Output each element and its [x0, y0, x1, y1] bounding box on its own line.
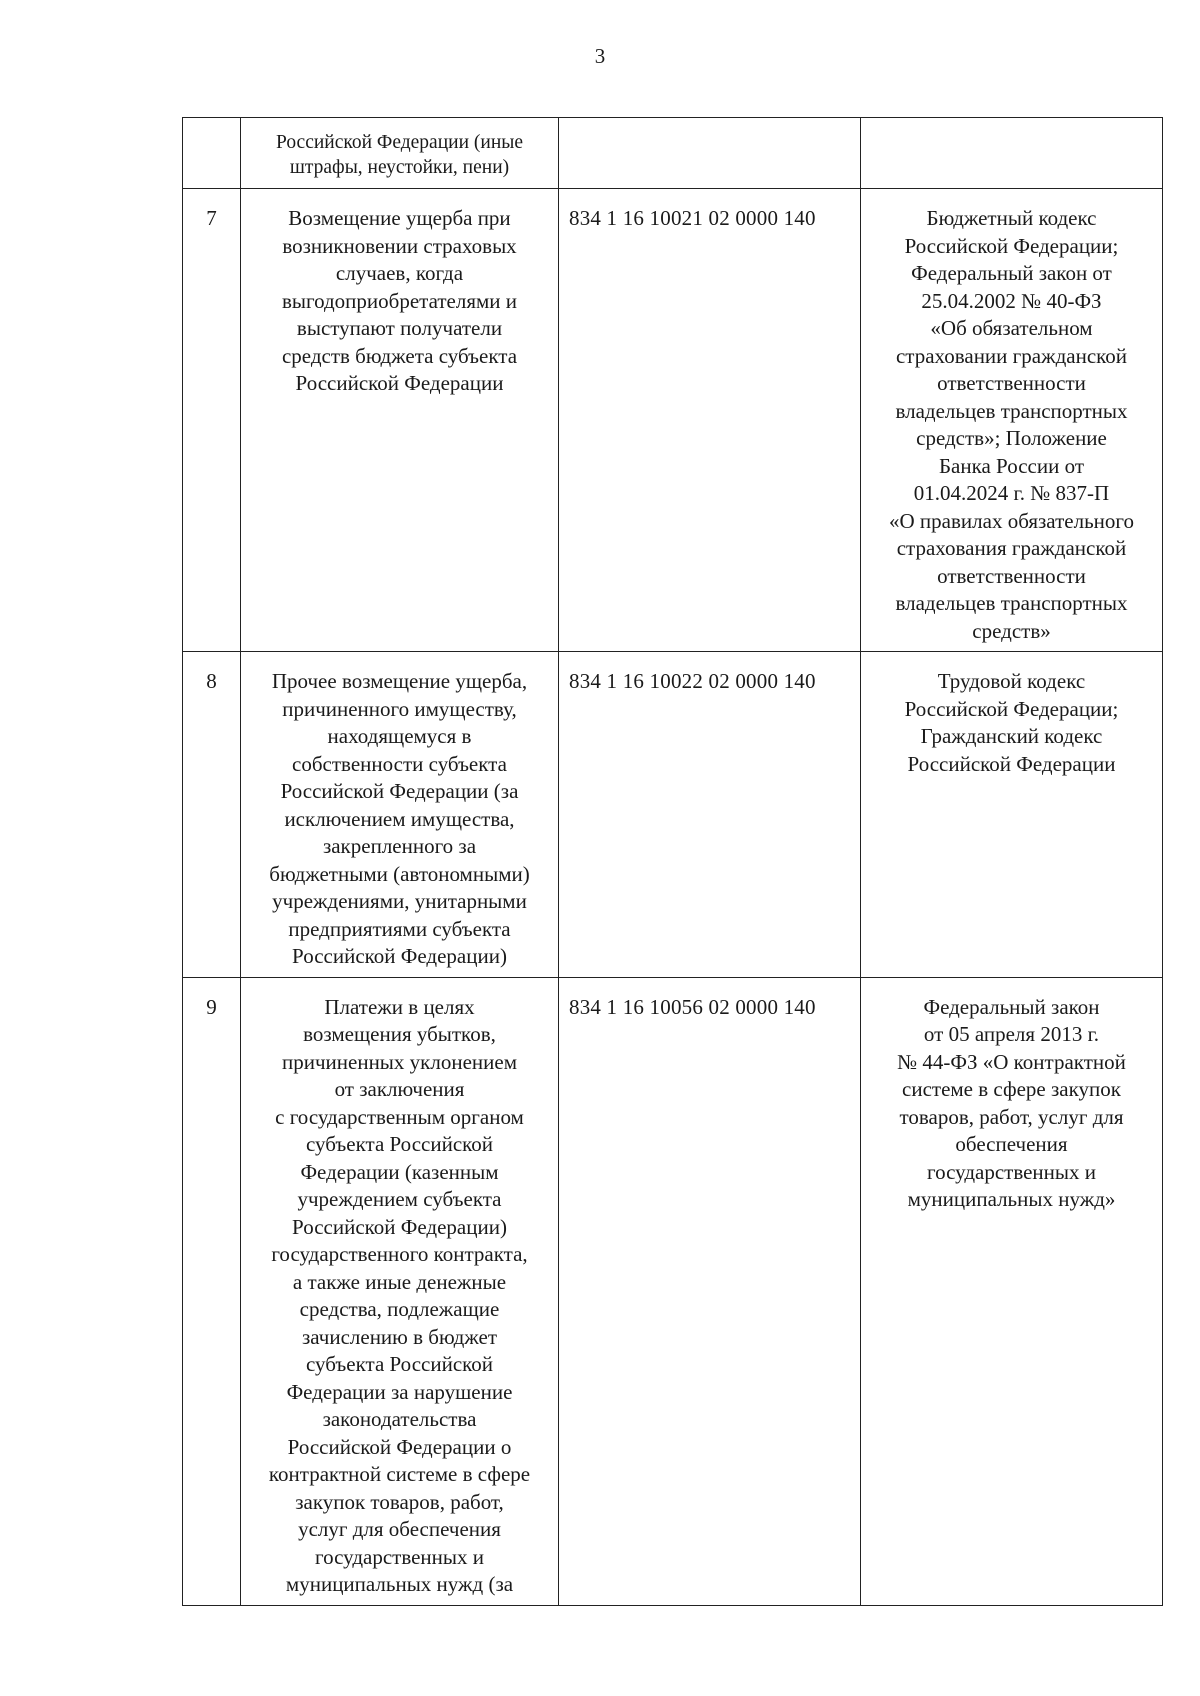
text-line: средств бюджета субъекта	[281, 343, 518, 368]
table-row	[183, 189, 1163, 652]
text-line: Российской Федерации)	[292, 944, 507, 968]
cell-code: 834 1 16 10022 02 0000 140	[559, 652, 861, 978]
text-line: штрафы, неустойки, пени)	[289, 157, 510, 178]
text-line: от заключения	[334, 1077, 465, 1101]
cell-number: 8	[183, 652, 241, 978]
text-line: государственных и	[314, 1544, 485, 1569]
text-line: выгодоприобретателями и	[281, 288, 518, 313]
text-line: средств»; Положение	[916, 426, 1107, 450]
cell-number: 7	[183, 189, 241, 652]
cell-code: 834 1 16 10021 02 0000 140	[559, 189, 861, 652]
text-line: субъекта Российской	[305, 1352, 494, 1376]
text-line: Платежи в целях	[324, 994, 475, 1019]
text-line: учреждениями, унитарными	[272, 889, 527, 913]
text-line: № 44-ФЗ «О контрактной	[897, 1049, 1126, 1074]
text-line: государственных и	[926, 1159, 1097, 1184]
text-line: случаев, когда	[335, 261, 464, 285]
text-line: средств»	[972, 618, 1051, 643]
text-line: ответственности	[937, 563, 1086, 588]
text-line: возникновении страховых	[282, 233, 517, 258]
table-row	[183, 652, 1163, 978]
cell-code: 834 1 16 10056 02 0000 140	[559, 977, 861, 1605]
text-line: Банка России от	[938, 453, 1085, 478]
text-line: Российской Федерации)	[292, 1214, 507, 1239]
text-line: исключением имущества,	[284, 806, 515, 831]
text-line: услуг для обеспечения	[298, 1517, 501, 1541]
text-line: выступают получатели	[296, 316, 503, 340]
text-line: закрепленного за	[322, 834, 477, 858]
text-line: контрактной системе в сфере	[268, 1462, 531, 1486]
text-line: «Об обязательном	[930, 316, 1093, 340]
cell-number: 9	[183, 977, 241, 1605]
text-line: владельцев транспортных	[895, 591, 1128, 615]
text-line: муниципальных нужд (за	[285, 1572, 514, 1596]
text-line: 25.04.2002 № 40-ФЗ	[921, 288, 1102, 313]
text-line: законодательства	[322, 1407, 477, 1431]
cell-code	[559, 118, 861, 189]
text-line: закупок товаров, работ,	[295, 1489, 504, 1514]
text-line: причиненных уклонением	[282, 1049, 517, 1074]
text-line: причиненного имуществу,	[282, 696, 517, 721]
text-line: предприятиями субъекта	[288, 916, 511, 941]
text-line: Федерации за нарушение	[286, 1379, 513, 1404]
text-line: Российской Федерации	[907, 751, 1116, 776]
text-line: учреждением субъекта	[297, 1187, 502, 1211]
text-line: бюджетными (автономными)	[269, 861, 530, 886]
text-line: средства, подлежащие	[299, 1297, 500, 1321]
text-line: «О правилах обязательного	[889, 508, 1134, 533]
cell-basis	[861, 118, 1163, 189]
text-line: находящемуся в	[327, 724, 472, 748]
text-line: Возмещение ущерба при	[288, 206, 511, 230]
text-line: зачислению в бюджет	[302, 1324, 497, 1349]
text-line: страхования гражданской	[896, 536, 1127, 560]
text-line: Гражданский кодекс	[920, 724, 1103, 748]
text-line: от 05 апреля 2013 г.	[923, 1022, 1100, 1046]
text-line: Российской Федерации (за	[280, 779, 519, 803]
text-line: Бюджетный кодекс	[926, 206, 1097, 230]
table-row	[183, 977, 1163, 1605]
text-line: 01.04.2024 г. № 837-П	[913, 481, 1110, 505]
text-line: государственного контракта,	[271, 1242, 528, 1266]
text-line: Прочее возмещение ущерба,	[271, 669, 528, 693]
cell-basis	[861, 977, 1163, 1605]
text-line: муниципальных нужд»	[907, 1187, 1116, 1211]
text-line: страховании гражданской	[895, 343, 1128, 368]
text-line: а также иные денежные	[292, 1269, 507, 1294]
text-line: Российской Федерации	[295, 371, 504, 395]
text-line: с государственным органом	[275, 1104, 524, 1129]
text-line: владельцев транспортных	[895, 398, 1128, 423]
cell-name	[241, 652, 559, 978]
cell-name	[241, 977, 559, 1605]
text-line: обеспечения	[955, 1132, 1068, 1156]
text-line: Федеральный закон	[923, 994, 1100, 1019]
text-line: системе в сфере закупок	[902, 1077, 1121, 1101]
revenue-codes-table	[182, 117, 1163, 1606]
page-number: 3	[594, 44, 606, 68]
table-row-continuation	[183, 118, 1163, 189]
text-line: Российской Федерации;	[904, 696, 1119, 721]
text-line: Российской Федерации о	[287, 1434, 512, 1459]
cell-number	[183, 118, 241, 189]
text-line: Федеральный закон от	[911, 261, 1112, 285]
text-line: Российской Федерации;	[904, 233, 1119, 258]
cell-name	[241, 118, 559, 189]
text-line: Российской Федерации (иные	[275, 132, 524, 153]
text-line: ответственности	[937, 371, 1086, 395]
text-line: товаров, работ, услуг для	[899, 1104, 1124, 1129]
text-line: возмещения убытков,	[303, 1022, 496, 1046]
cell-basis	[861, 652, 1163, 978]
text-line: собственности субъекта	[292, 751, 507, 776]
cell-basis	[861, 189, 1163, 652]
text-line: Трудовой кодекс	[937, 669, 1086, 693]
text-line: Федерации (казенным	[300, 1159, 499, 1184]
text-line: субъекта Российской	[305, 1132, 494, 1156]
cell-name	[241, 189, 559, 652]
